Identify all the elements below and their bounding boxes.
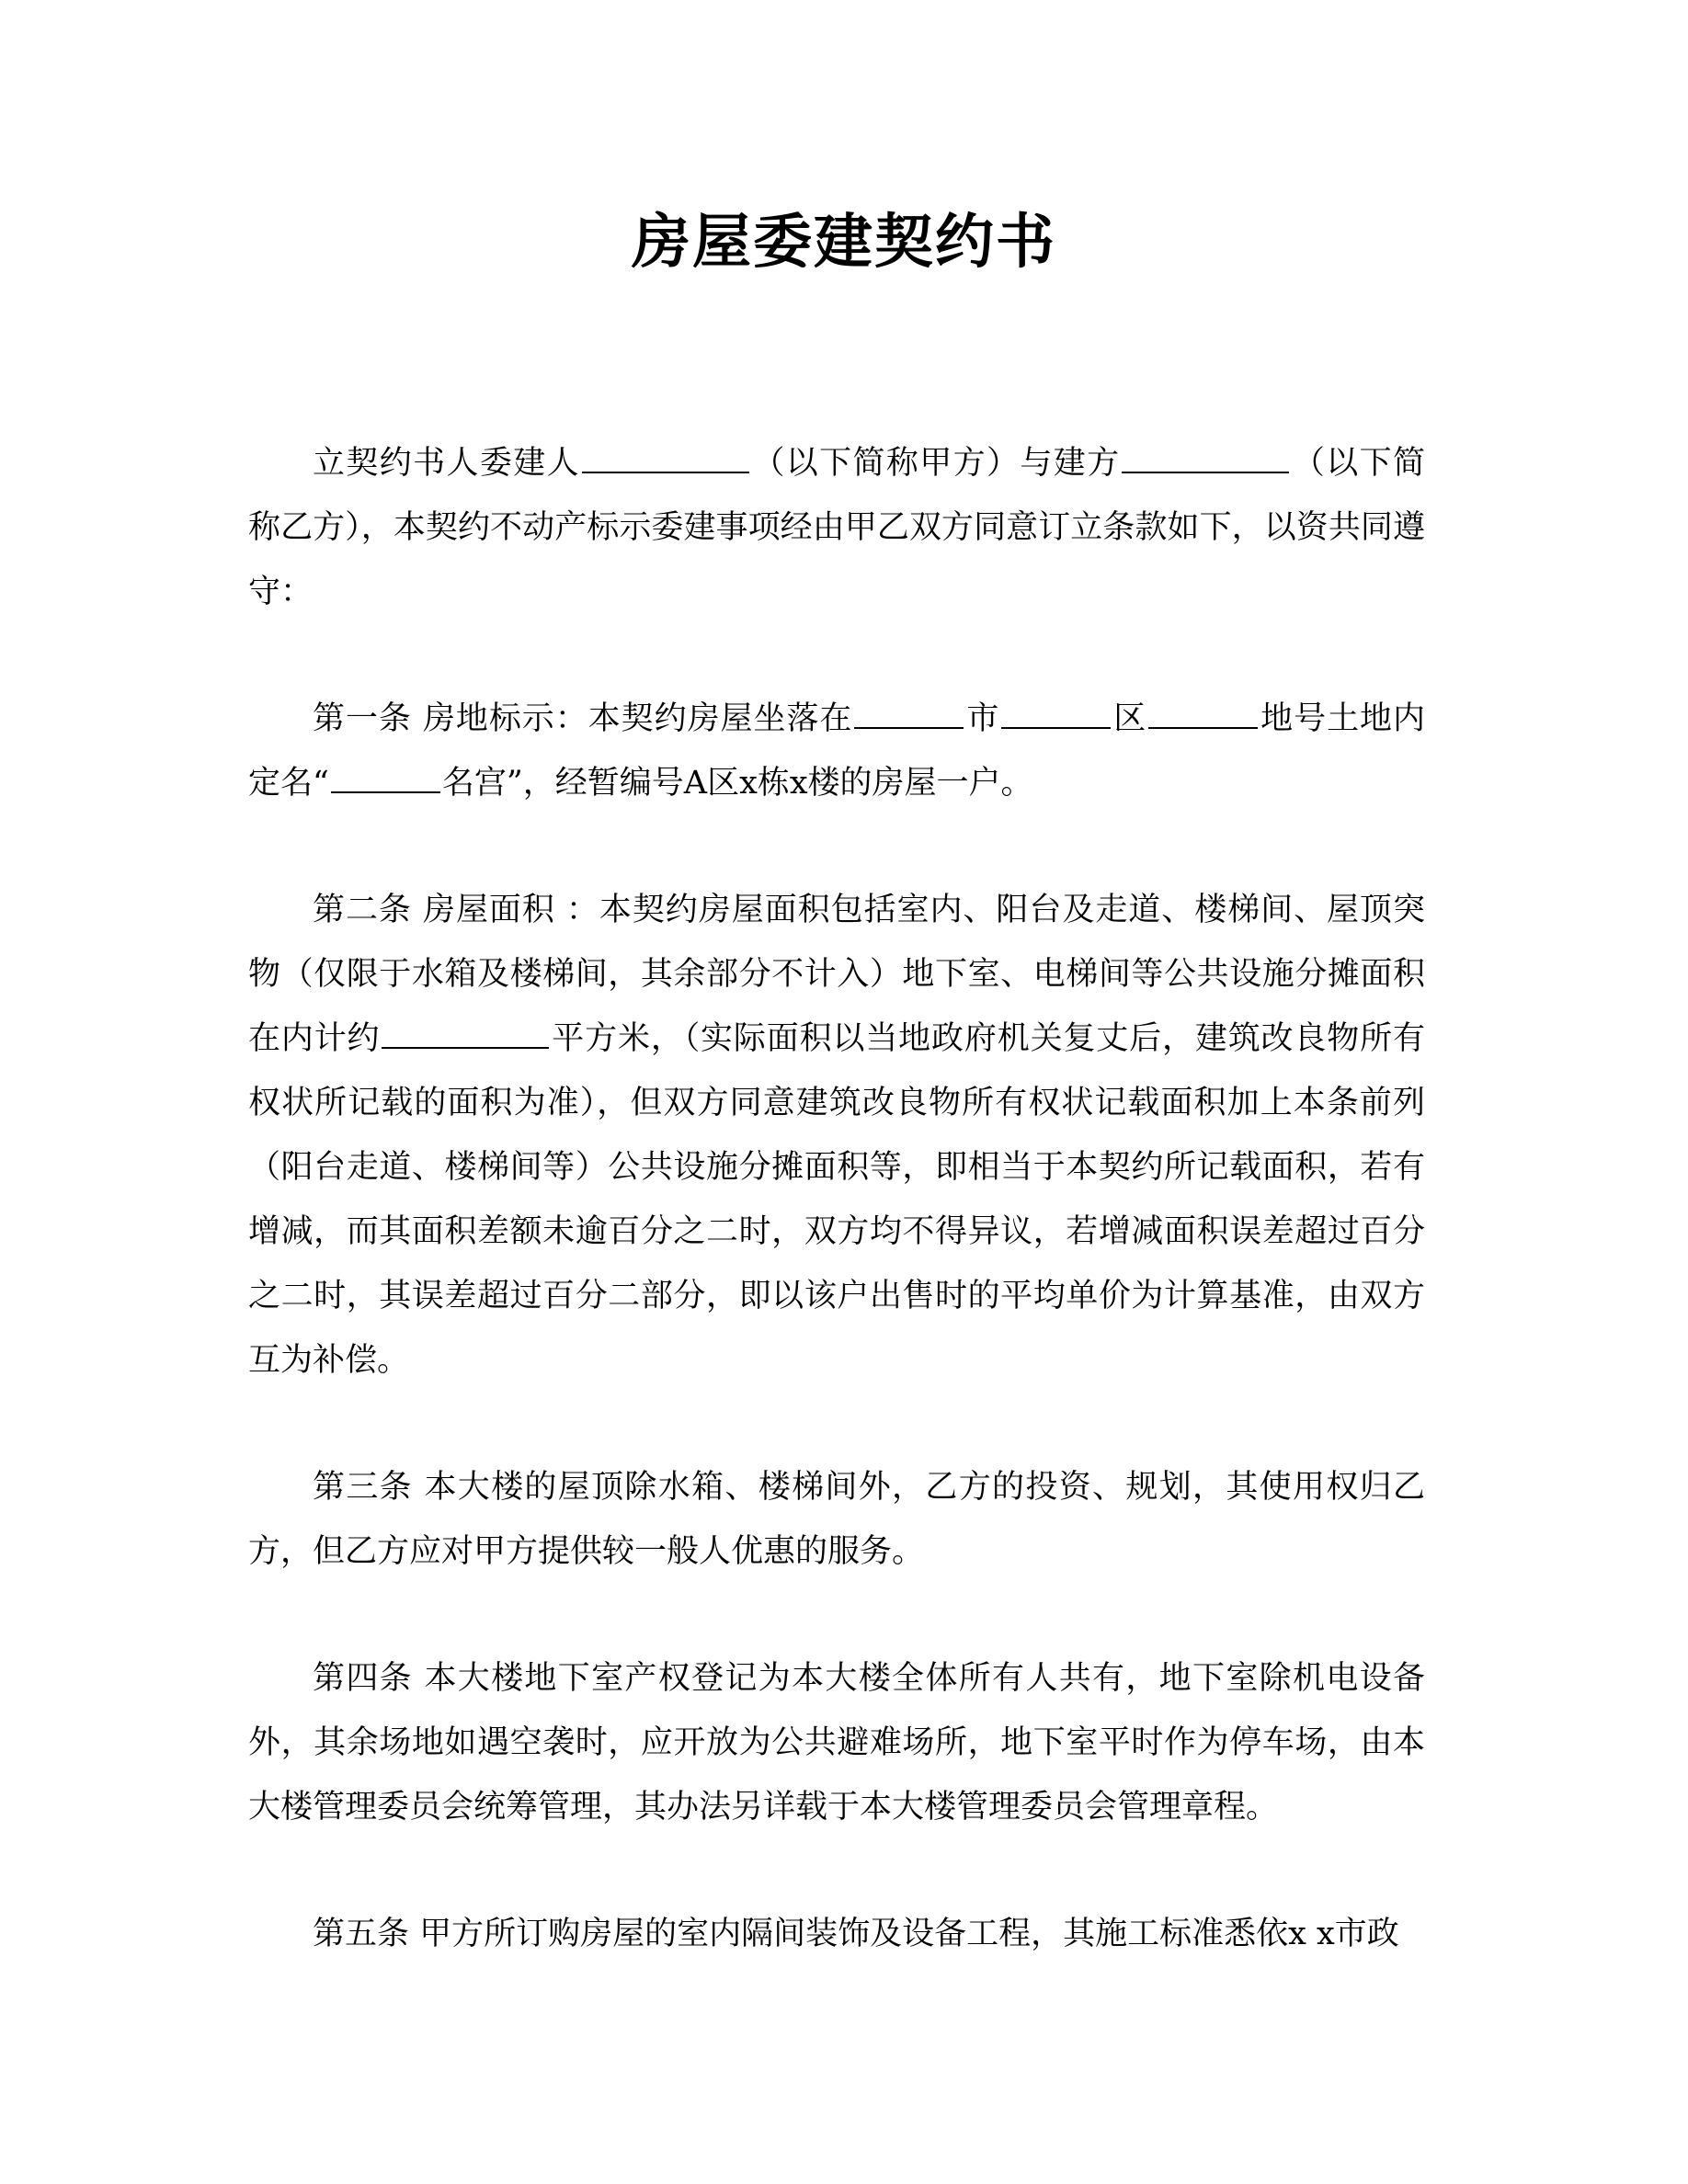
paragraph-text: 名宫”，经暂编号A区x栋x楼的房屋一户。 — [441, 765, 1033, 802]
contract-paragraph — [248, 687, 1425, 815]
paragraph-text: （以下简称乙方），本契约不动产标示委建事项经由甲乙双方同意订立条款如下，以资共同遵守： — [248, 445, 1425, 610]
fill-in-blank — [582, 438, 749, 473]
fill-in-blank — [1148, 693, 1258, 729]
paragraph-text: 地号土地内定名“ — [248, 700, 1425, 802]
fill-in-blank — [331, 757, 440, 793]
fill-in-blank — [382, 1013, 549, 1049]
contract-paragraph — [248, 1902, 1425, 1966]
fill-in-blank — [1122, 438, 1289, 473]
paragraph-text: 区 — [1112, 700, 1147, 737]
paragraph-text: 第二条 房屋面积 ：本契约房屋面积包括室内、阳台及走道、楼梯间、屋顶突物（仅限于水箱及楼梯间，其余部分不计入）地下室、电梯间等公共设施分摊面积在内计约 — [248, 892, 1425, 1057]
contract-paragraph — [248, 1646, 1425, 1839]
paragraph-text: 第三条 本大楼的屋顶除水箱、楼梯间外，乙方的投资、规划，其使用权归乙方，但乙方应对甲方提供较一般人优惠的服务。 — [248, 1469, 1425, 1570]
paragraph-text: 立契约书人委建人 — [313, 445, 580, 482]
contract-paragraph — [248, 1455, 1425, 1584]
paragraph-text: 市 — [965, 700, 1000, 737]
contract-paragraph — [248, 431, 1425, 624]
fill-in-blank — [1001, 693, 1111, 729]
fill-in-blank — [854, 693, 964, 729]
paragraph-text: 平方米，（实际面积以当地政府机关复丈后，建筑改良物所有权状所记载的面积为准），但双方同意建筑改良物所有权状记载面积加上本条前列（阳台走道、楼梯间等）公共设施分摊面积等，即相当于本契约所记载面积，若有增减，而其面积差额未逾百分之二时，双方均不得异议，若增减面积误差超过百分之二时，其误差超过百分二部分，即以该户出售时的平均单价为计算基准，由双方互为补偿。 — [248, 1020, 1425, 1379]
document-body — [248, 431, 1425, 2029]
document-title: 房屋委建契约书 — [632, 208, 1056, 277]
paragraph-text: 第四条 本大楼地下室产权登记为本大楼全体所有人共有，地下室除机电设备外，其余场地如遇空袭时，应开放为公共避难场所，地下室平时作为停车场，由本大楼管理委员会统筹管理，其办法另详载于本大楼管理委员会管理章程。 — [248, 1660, 1425, 1826]
contract-paragraph — [248, 878, 1425, 1393]
paragraph-text: 第五条 甲方所订购房屋的室内隔间装饰及设备工程，其施工标准悉依x x市政 — [313, 1916, 1399, 1952]
paragraph-text: 第一条 房地标示：本契约房屋坐落在 — [313, 700, 853, 737]
paragraph-text: （以下简称甲方）与建方 — [751, 445, 1121, 482]
